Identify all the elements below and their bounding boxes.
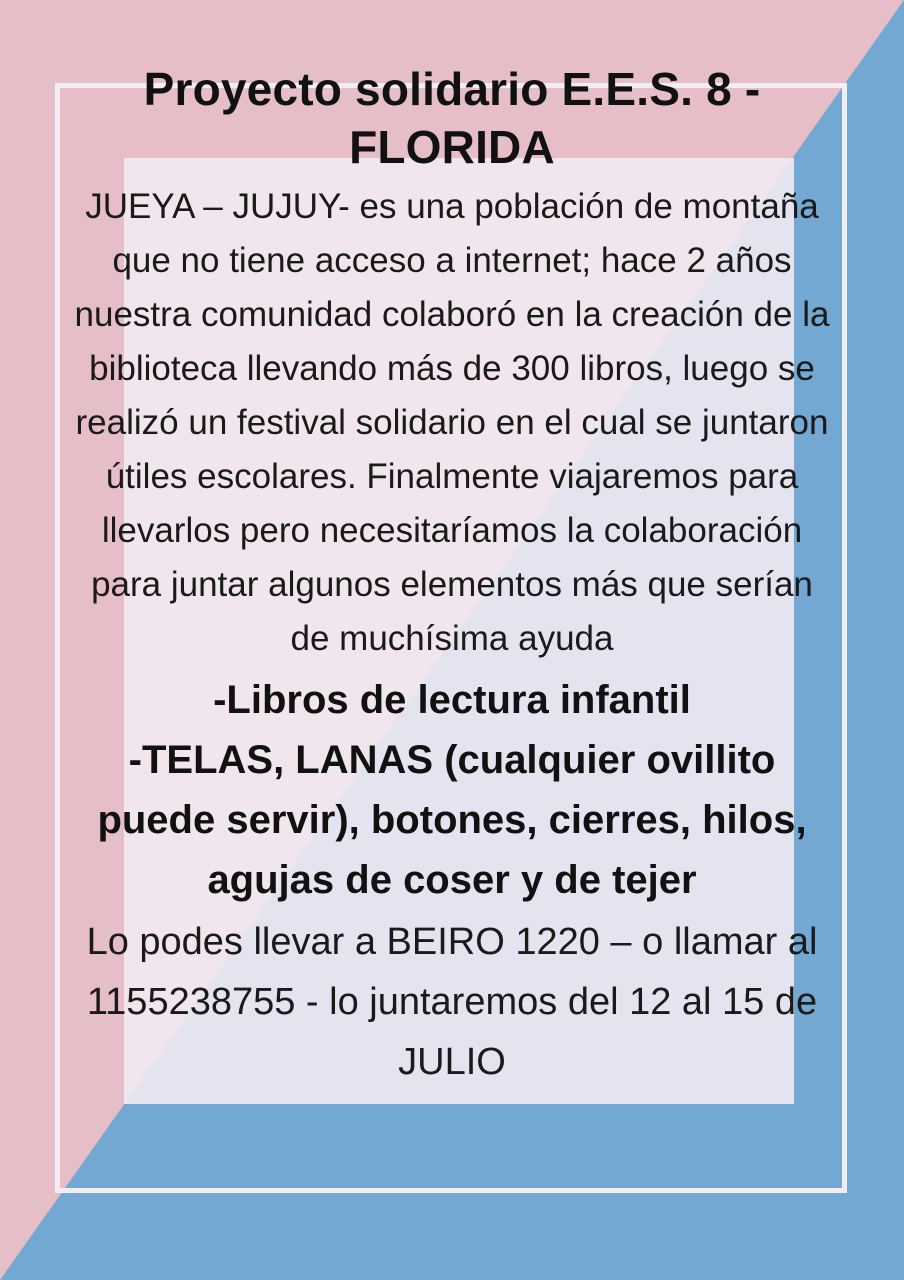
- contact-info: Lo podes llevar a BEIRO 1220 – o llamar al 1155238755 - lo juntaremos del 12 al 15 de JULIO: [86, 921, 818, 1083]
- needed-item: -Libros de lectura infantil: [213, 678, 691, 722]
- needed-item: -TELAS, LANAS (cualquier ovillito puede servir), botones, cierres, hilos, agujas de coser y de tejer: [97, 738, 807, 902]
- poster-description: JUEYA – JUJUY- es una población de montaña que no tiene acceso a internet; hace 2 años nuestra comunidad colaboró en la creación de la biblioteca llevando más de 300 libros, luego se realizó un festival solidario en el cual se juntaron útiles escolares. Finalmente viajaremos para llevarlos pero necesitaríamos la colaboración para juntar algunos elementos más que serían de muchísima ayuda: [74, 187, 830, 658]
- needed-items-list: [60, 670, 844, 910]
- poster-title: Proyecto solidario E.E.S. 8 - FLORIDA: [143, 63, 761, 173]
- poster-content: [60, 60, 844, 1092]
